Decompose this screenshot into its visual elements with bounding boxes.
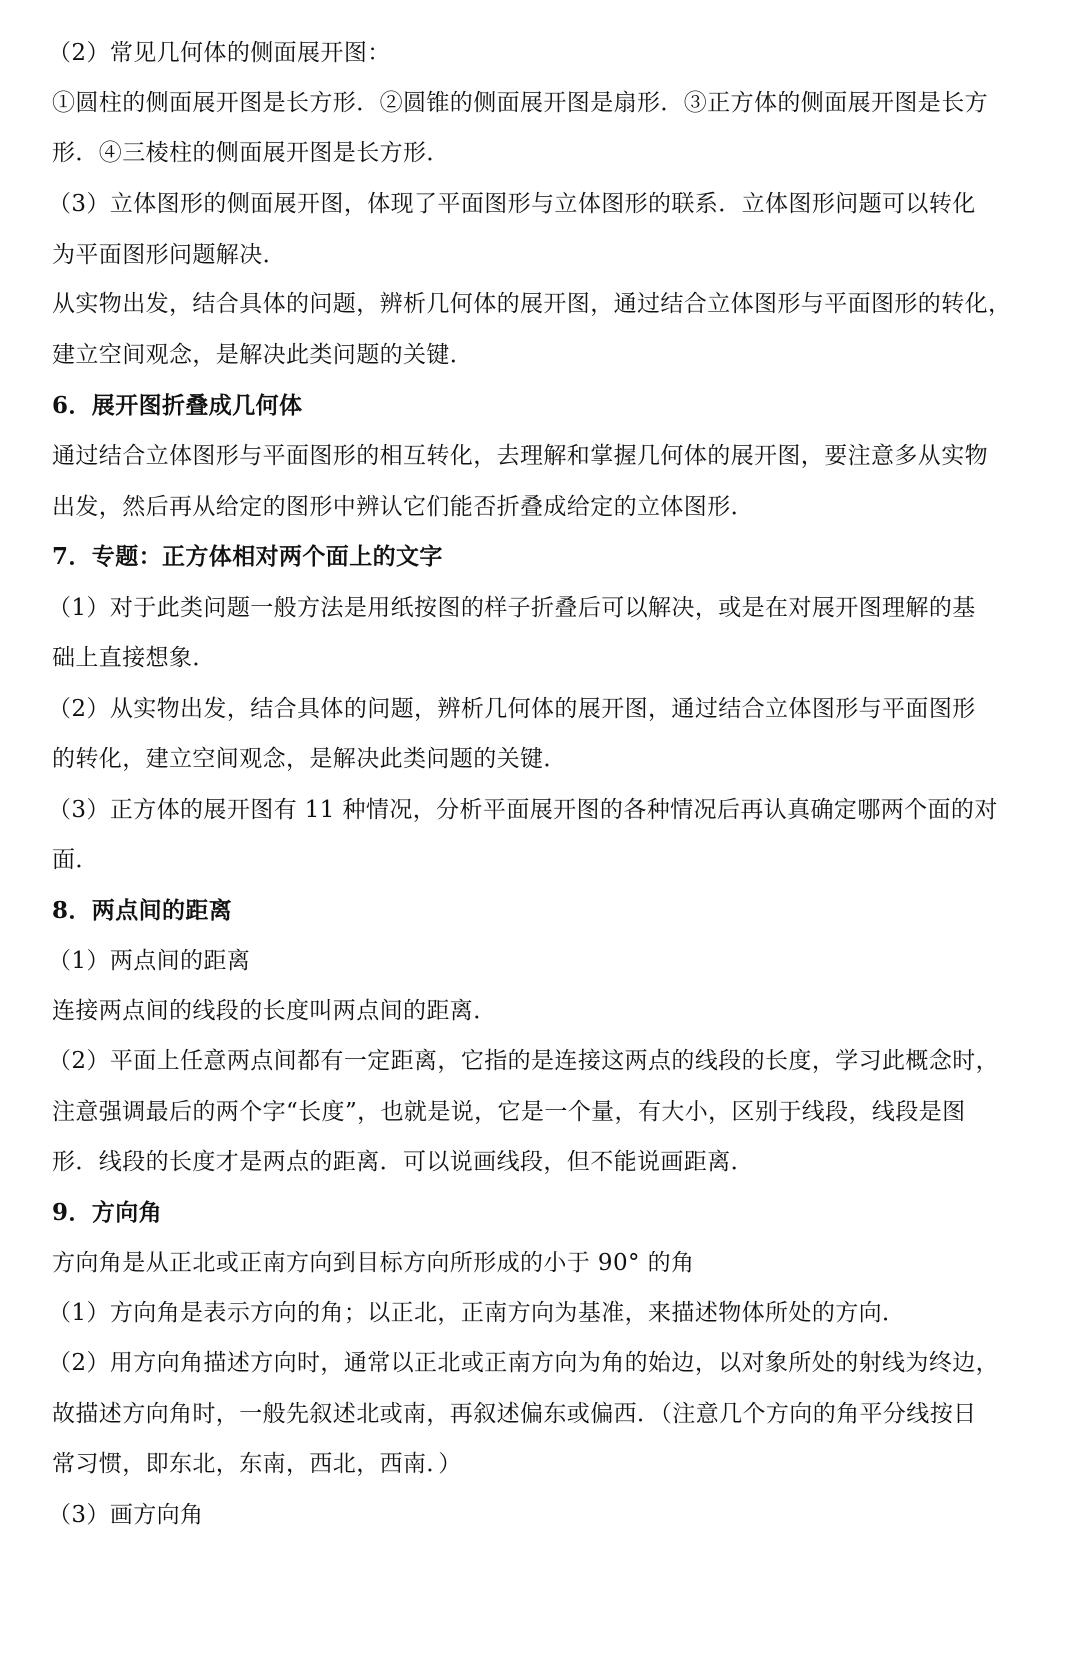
text-line: 通过结合立体图形与平面图形的相互转化，去理解和掌握几何体的展开图，要注意多从实物 <box>52 443 988 469</box>
text-line: 常习惯，即东北，东南，西北，西南．） <box>52 1451 462 1477</box>
text-line: 的转化，建立空间观念，是解决此类问题的关键． <box>52 746 567 772</box>
text-line: 形．线段的长度才是两点的距离．可以说画线段，但不能说画距离． <box>52 1149 754 1175</box>
text-line: （1）两点间的距离 <box>48 948 251 974</box>
text-line: （3）立体图形的侧面展开图，体现了平面图形与立体图形的联系．立体图形问题可以转化 <box>48 191 976 217</box>
text-line: 从实物出发，结合具体的问题，辨析几何体的展开图，通过结合立体图形与平面图形的转化， <box>52 291 1012 317</box>
text-line: 建立空间观念，是解决此类问题的关键． <box>52 342 474 368</box>
text-line: 为平面图形问题解决． <box>52 242 286 268</box>
text-line: ①圆柱的侧面展开图是长方形．②圆锥的侧面展开图是扇形．③正方体的侧面展开图是长方 <box>52 90 988 116</box>
section-heading: 7．专题：正方体相对两个面上的文字 <box>52 543 443 570</box>
text-line: （3）画方向角 <box>48 1502 204 1528</box>
text-line: 注意强调最后的两个字“长度”，也就是说，它是一个量，有大小，区别于线段，线段是图 <box>52 1099 966 1125</box>
text-line: （2）常见几何体的侧面展开图： <box>48 40 391 66</box>
text-line: 连接两点间的线段的长度叫两点间的距离． <box>52 998 497 1024</box>
text-line: （3）正方体的展开图有 11 种情况，分析平面展开图的各种情况后再认真确定哪两个面的对 <box>48 797 998 823</box>
text-line: （2）平面上任意两点间都有一定距离，它指的是连接这两点的线段的长度，学习此概念时， <box>48 1048 1000 1074</box>
section-heading: 8．两点间的距离 <box>52 897 233 924</box>
text-line: （2）从实物出发，结合具体的问题，辨析几何体的展开图，通过结合立体图形与平面图形 <box>48 696 976 722</box>
text-line: 出发，然后再从给定的图形中辨认它们能否折叠成给定的立体图形． <box>52 494 754 520</box>
section-heading: 9．方向角 <box>52 1199 163 1226</box>
text-line: （1）方向角是表示方向的角；以正北，正南方向为基准，来描述物体所处的方向． <box>48 1300 906 1326</box>
text-line: （2）用方向角描述方向时，通常以正北或正南方向为角的始边，以对象所处的射线为终边， <box>48 1350 1000 1376</box>
text-line: 面． <box>52 847 99 873</box>
text-line: 方向角是从正北或正南方向到目标方向所形成的小于 90° 的角 <box>52 1250 695 1276</box>
text-line: （1）对于此类问题一般方法是用纸按图的样子折叠后可以解决，或是在对展开图理解的基 <box>48 595 976 621</box>
text-line: 故描述方向角时，一般先叙述北或南，再叙述偏东或偏西．（注意几个方向的角平分线按日 <box>52 1401 977 1427</box>
section-heading: 6．展开图折叠成几何体 <box>52 392 303 419</box>
text-line: 础上直接想象． <box>52 645 216 671</box>
text-line: 形．④三棱柱的侧面展开图是长方形． <box>52 140 450 166</box>
